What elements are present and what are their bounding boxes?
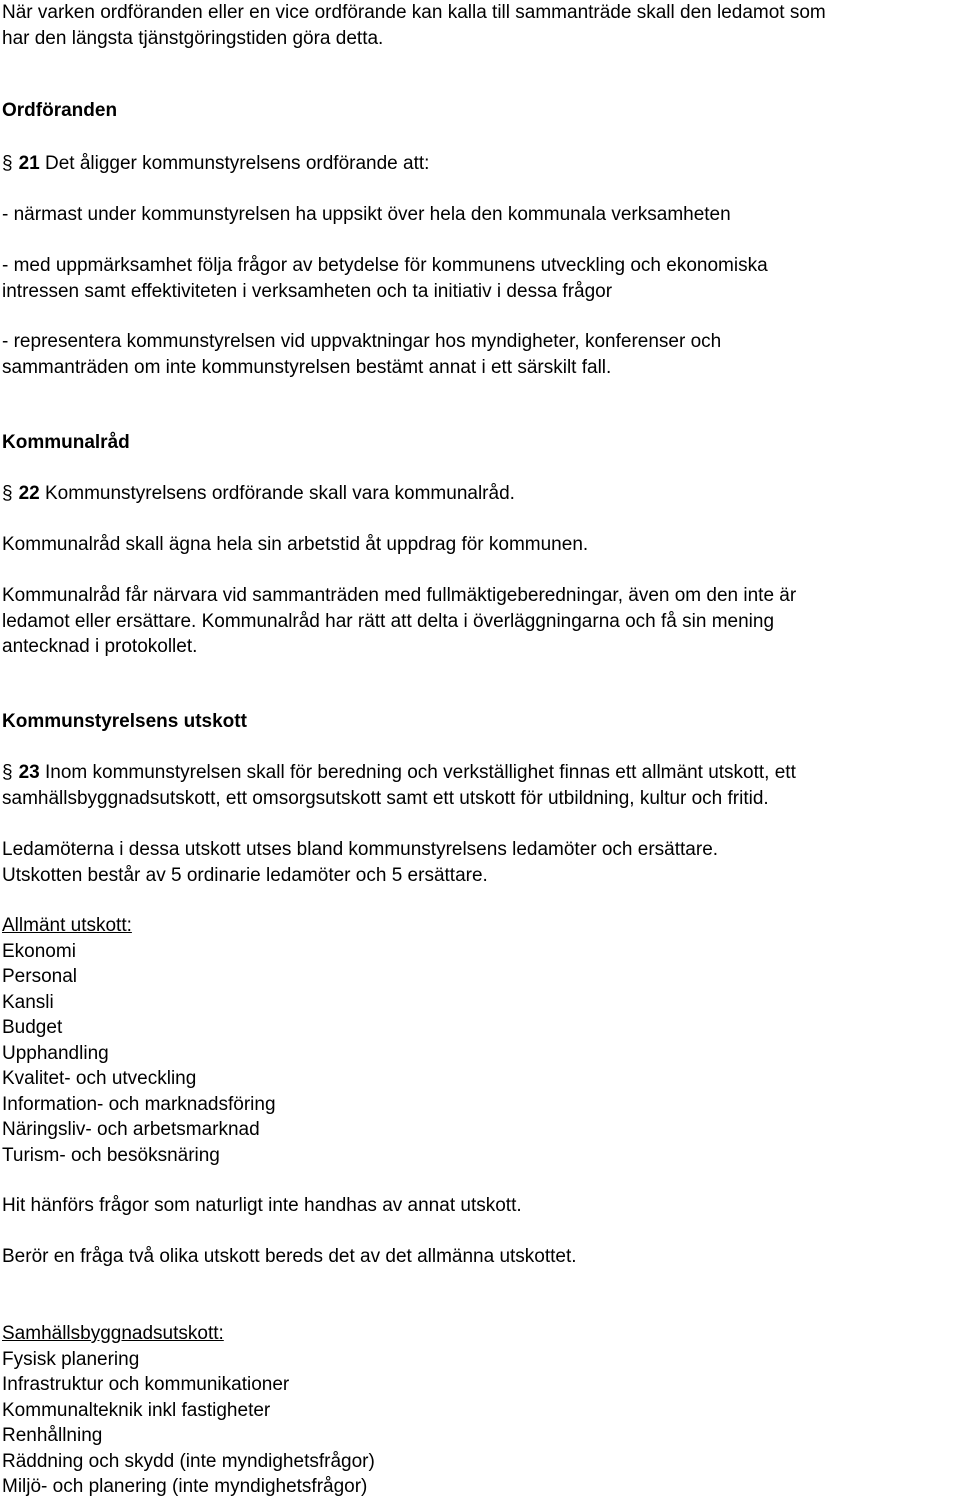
list-item: Miljö- och planering (inte myndighetsfrågor) xyxy=(2,1476,368,1497)
list-item: Information- och marknadsföring xyxy=(2,1093,276,1115)
paragraph-23-lead: § 23 Inom kommunstyrelsen skall för beredning och verkställighet finnas ett allmänt utskott, ett samhällsbyggnadsutskott, ett omsorgsutskott samt ett utskott för utbildning, kultur och fritid. xyxy=(2,762,796,809)
allmant-utskott-list xyxy=(2,913,952,1168)
paragraph-number: 23 xyxy=(18,762,40,783)
paragraph-22-lead xyxy=(2,481,952,507)
intro-paragraph xyxy=(2,0,952,51)
heading-utskott: Kommunstyrelsens utskott xyxy=(2,711,247,732)
heading-kommunalrad: Kommunalråd xyxy=(2,432,130,453)
paragraph-text: Kommunalråd får närvara vid sammanträden med fullmäktigeberedningar, även om den inte är ledamot eller ersättare. Kommunalråd har rätt att delta i överläggningarna och få sin mening antecknad i protokollet. xyxy=(2,585,797,657)
list-item: Upphandling xyxy=(2,1042,109,1064)
list-item: - närmast under kommunstyrelsen ha uppsikt över hela den kommunala verksamheten xyxy=(2,204,731,225)
list-item: Personal xyxy=(2,966,77,987)
paragraph-lead-text: Det åligger kommunstyrelsens ordförande att: xyxy=(45,153,430,174)
list-item: Kvalitet- och utveckling xyxy=(2,1068,197,1089)
list-item: - representera kommunstyrelsen vid uppvaktningar hos myndigheter, konferenser och sammanträden om inte kommunstyrelsen bestämt annat i ett särskilt fall. xyxy=(2,331,722,378)
list-item: Ekonomi xyxy=(2,940,76,962)
list-item: Fysisk planering xyxy=(2,1348,140,1370)
paragraph-21-lead xyxy=(2,151,952,177)
paragraph-text: Kommunalråd skall ägna hela sin arbetstid åt uppdrag för kommunen. xyxy=(2,534,589,555)
section-mark: § xyxy=(2,153,13,174)
list-item: Näringsliv- och arbetsmarknad xyxy=(2,1119,260,1140)
list-item: Infrastruktur och kommunikationer xyxy=(2,1374,290,1395)
paragraph-text: Ledamöterna i dessa utskott utses bland kommunstyrelsens ledamöter och ersättare. Utskotten består av 5 ordinarie ledamöter och 5 ersättare. xyxy=(2,839,719,886)
section-mark: § xyxy=(2,483,13,504)
list-item: Kansli xyxy=(2,991,54,1013)
list-item: - med uppmärksamhet följa frågor av betydelse för kommunens utveckling och ekonomiska intressen samt effektiviteten i verksamheten och ta initiativ i dessa frågor xyxy=(2,255,768,302)
paragraph-number: 21 xyxy=(18,153,40,174)
list-item: Räddning och skydd (inte myndighetsfrågor) xyxy=(2,1450,375,1472)
list-title: Samhällsbyggnadsutskott: xyxy=(2,1323,224,1344)
intro-line-2: har den längsta tjänstgöringstiden göra detta. xyxy=(2,27,384,49)
samhallsbyggnadsutskott-list xyxy=(2,1321,952,1500)
list-item: Turism- och besöksnäring xyxy=(2,1144,220,1166)
section-mark: § xyxy=(2,762,13,783)
list-item: Renhållning xyxy=(2,1425,103,1446)
paragraph-number: 22 xyxy=(18,483,40,504)
list-item: Kommunalteknik inkl fastigheter xyxy=(2,1399,271,1421)
intro-line-1: När varken ordföranden eller en vice ordförande kan kalla till sammanträde skall den ledamot som xyxy=(2,2,826,23)
paragraph-text: Berör en fråga två olika utskott bereds det av det allmänna utskottet. xyxy=(2,1246,577,1267)
list-title: Allmänt utskott: xyxy=(2,915,132,936)
paragraph-text: Hit hänförs frågor som naturligt inte handhas av annat utskott. xyxy=(2,1195,522,1216)
heading-ordforanden: Ordföranden xyxy=(2,100,118,121)
paragraph-lead-text: Kommunstyrelsens ordförande skall vara kommunalråd. xyxy=(45,483,515,504)
list-item: Budget xyxy=(2,1017,63,1038)
